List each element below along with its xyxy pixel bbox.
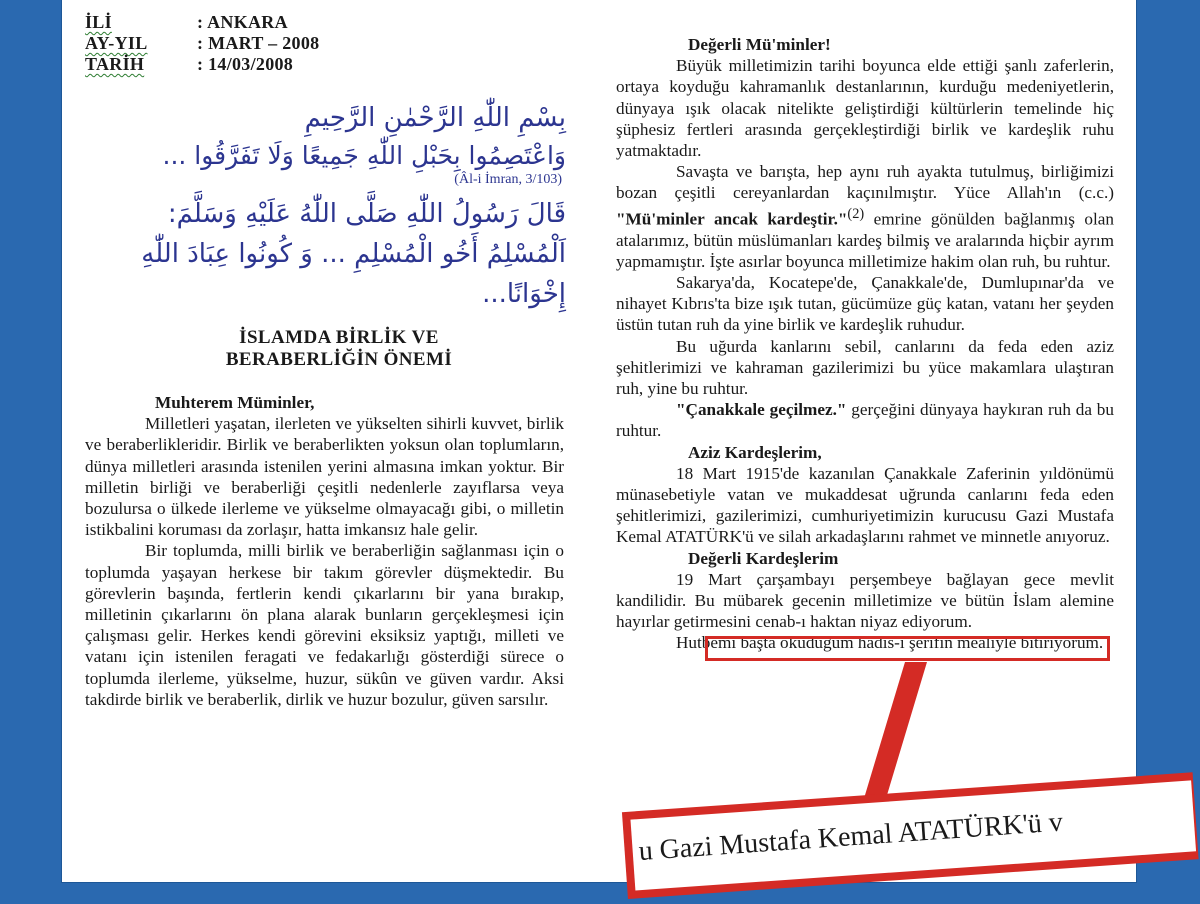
meta-value: : MART – 2008 [197,33,320,53]
meta-key: AY-YIL [85,33,148,53]
arabic-hadith-line-1: قَالَ رَسُولُ اللّٰهِ صَلَّى اللّٰهُ عَلَيْهِ وَسَلَّمَ: [167,199,566,229]
right-paragraph-6: 18 Mart 1915'de kazanılan Çanakkale Zaferinin yıldönümü münasebetiyle vatan ve mukaddesat uğrunda canlarını feda eden şehitlerimizi, gazilerimizi, cumhuriyetimizin kurucusu Gazi Mustafa Kemal ATATÜRK'ü ve silah arkadaşlarını rahmet ve minnetle anıyoruz. [616,463,1114,547]
right-paragraph-3: Sakarya'da, Kocatepe'de, Çanakkale'de, Dumlupınar'da ve nihayet Kıbrıs'ta bize ışık tutan, gücümüze güç katan, vatanı her şeyden üstün tutan ruh da yine birlik ve kardeşlik ruhudur. [616,272,1114,335]
arabic-basmala: بِسْمِ اللّٰهِ الرَّحْمٰنِ الرَّحِيمِ [304,103,566,133]
left-paragraph-2: Bir toplumda, milli birlik ve beraberliğin sağlanması için o toplumda yaşayan herkese bir takım görevler düşmektedir. Bu görevlerin başında, fertlerin kendi çıkarlarını bir yana bırakıp, milletinin çıkarlarını ön plana alarak bunların gerçekleşmesi için çalışması gelir. Herkes kendi görevini eksiksiz yaptığı, milleti ve vatanı için istenilen feragati ve fedakarlığı gösterdiği sürece o toplumda ilerleme, yükselme, huzur, sükûn ve güven vardır. Aksi takdirde birlik ve beraberlik, dirlik ve huzur bozulur, güven sarsılır. [85,541,564,709]
arabic-verse: وَاعْتَصِمُوا بِحَبْلِ اللّٰهِ جَمِيعًا وَلَا تَفَرَّقُوا ... [162,141,566,170]
meta-key: TARİH [85,54,145,74]
right-paragraph-4: Bu uğurda kanlarını sebil, canlarını da feda eden aziz şehitlerimizi ve kahraman gazilerimizi bu yüce makamlara ulaştıran ruh, yine bu ruhtur. [616,336,1114,398]
arabic-hadith-line-2: اَلْمُسْلِمُ أَخُو الْمُسْلِمِ ... وَ كُونُوا عِبَادَ اللّٰهِ [141,239,566,269]
meta-value: : ANKARA [197,12,288,32]
right-paragraph-8: Hutbemi başta okuduğum hadis-i şerifin mealiyle bitiriyorum. [676,633,1104,653]
title-line-2: BERABERLİĞİN ÖNEMİ [225,349,453,370]
paragraph-text: Savaşta ve barışta, hep aynı ruh ayakta tutulmuş, birliğimizi bozan çeşitli cereyanlardan kaçınılmıştır. Yüce Allah'ın (c.c.) [616,162,1114,203]
right-paragraph-7: 19 Mart çarşambayı perşembeye bağlayan gece mevlit kandilidir. Bu mübarek gecenin milletimize ve bütün İslam alemine hayırlar getirmesini cenab-ı haktan niyaz ediyorum. [616,569,1114,632]
right-heading-1: Değerli Mü'minler! [688,35,831,54]
paragraph-text: gerçeğini dünyaya haykıran ruh da bu ruhtur. [616,400,1114,441]
left-paragraph-1: Milletleri yaşatan, ilerleten ve yükselten sihirli kuvvet, birlik ve beraberlikleridir. Birlik ve beraberlikten yoksun olan toplumların, dünya milletleri arasında istenilen yerini almasına imkan yoktur. Bir milletin birliği ve beraberliği çeşitli nedenlerle zayıflarsa veya bozulursa o ülkede ilerleme ve yükselme olmayacağı gibi, o milletin istikbalini koruması da zorlaşır, hatta imkansız hale gelir. [85,414,564,540]
footnote-marker: (2) [847,205,865,222]
arabic-hadith-line-3: إِخْوَانًا... [482,279,566,309]
left-heading: Muhterem Müminler, [155,393,315,412]
title-line-1: İSLAMDA BİRLİK VE [239,327,439,348]
zoom-callout-text: u Gazi Mustafa Kemal ATATÜRK'ü v [630,780,1196,890]
paragraph-text: emrine gönülden bağlanmış olan atalarımız, bütün müslümanları kardeş bilmiş ve aralarında hiçbir ayrım yapmamıştır. İşte asırlar boyunca milletimize hakim olan ruh, bu ruhtur. [616,209,1114,271]
right-heading-2: Aziz Kardeşlerim, [688,442,822,462]
right-paragraph-1: Büyük milletimizin tarihi boyunca elde ettiği şanlı zaferlerin, ortaya koyduğu kahramanlık destanlarının, kurduğu medeniyetlerin, dünyaya ışık olacak nitelikte geliştirdiği kültürlerin temelinde hiç şüphesiz fertleri arasında gerçekleştirdiği birlik ve kardeşlik ruhu yatmaktadır. [616,56,1114,161]
right-heading-3: Değerli Kardeşlerim [688,548,839,568]
quote-text: "Mü'minler ancak kardeştir." [616,209,848,229]
meta-value: : 14/03/2008 [197,54,294,74]
verse-reference: (Âl-i İmran, 3/103) [454,172,562,187]
meta-key: İLİ [85,12,112,32]
quote-text: "Çanakkale geçilmez." [676,400,847,420]
